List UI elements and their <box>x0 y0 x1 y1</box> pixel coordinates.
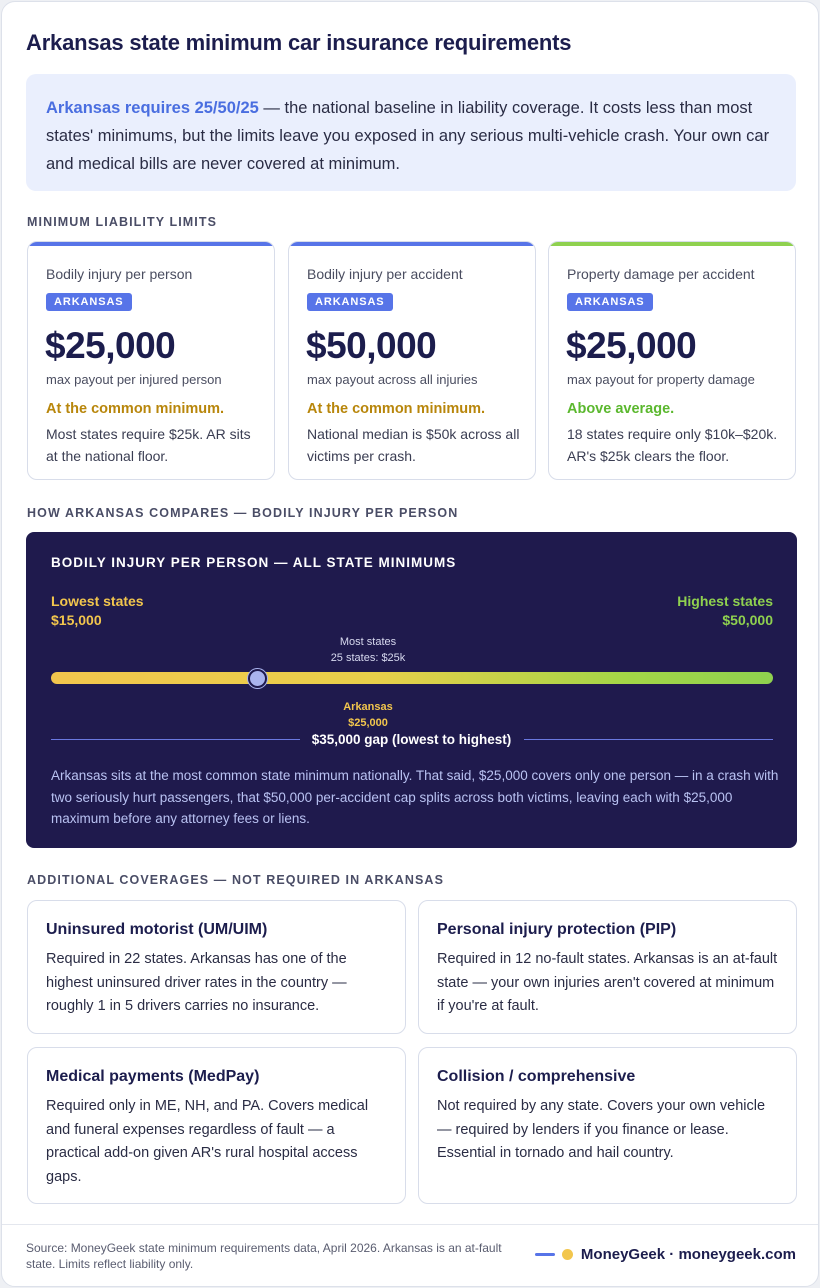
limit-card-property <box>548 241 796 480</box>
state-badge: ARKANSAS <box>307 293 393 311</box>
gap-text: $35,000 gap (lowest to highest) <box>304 732 520 747</box>
intro-highlight: Arkansas requires 25/50/25 <box>46 99 259 117</box>
most-states-annotation <box>288 634 448 666</box>
most-states-label: Most states <box>339 636 397 648</box>
most-states-detail: 25 states: $25k <box>330 652 406 664</box>
arkansas-label: Arkansas <box>343 701 393 713</box>
state-badge: ARKANSAS <box>567 293 653 311</box>
brand-dot-icon <box>562 1249 573 1260</box>
brand-dash-icon <box>535 1253 555 1256</box>
card-amount: $25,000 <box>45 325 176 366</box>
card-note: 18 states require only $10k–$20k. AR's $25k clears the floor. <box>567 426 778 464</box>
coverage-body: Not required by any state. Covers your own vehicle — required by lenders if you finance or lease. Essential in tornado and hail country. <box>437 1098 766 1161</box>
comparison-heading: BODILY INJURY PER PERSON — ALL STATE MINIMUMS <box>51 555 457 570</box>
section-label-limits: MINIMUM LIABILITY LIMITS <box>27 215 218 229</box>
intro-text: — the national baseline in liability coverage. It costs less than most states' minimums, but the limits leave you exposed in any serious multi-vehicle crash. Your own car and medical bills are never covered at minimum. <box>46 99 770 173</box>
lowest-value: $15,000 <box>51 612 102 628</box>
card-amount: $50,000 <box>306 325 437 366</box>
highest-value: $50,000 <box>722 612 773 628</box>
page-title: Arkansas state minimum car insurance requirements <box>26 30 572 55</box>
arkansas-marker <box>248 669 267 688</box>
coverage-card-collision <box>418 1047 797 1204</box>
comparison-body: Arkansas sits at the most common state minimum nationally. That said, $25,000 covers only one person — in a crash with two seriously hurt passengers, that $50,000 per-accident cap splits across both victims, leaving each with $25,000 maximum before any attorney fees or liens. <box>51 768 779 826</box>
card-subtitle: max payout for property damage <box>567 372 755 387</box>
card-title: Bodily injury per person <box>46 266 193 282</box>
card-title: Bodily injury per accident <box>307 266 463 282</box>
coverage-title: Personal injury protection (PIP) <box>437 921 677 938</box>
card-subtitle: max payout per injured person <box>46 372 222 387</box>
comparison-panel <box>26 532 797 848</box>
coverage-card-pip <box>418 900 797 1034</box>
arkansas-annotation <box>318 699 418 731</box>
card-subtitle: max payout across all injuries <box>307 372 478 387</box>
limit-card-bodily-person <box>27 241 275 480</box>
lowest-label: Lowest states <box>51 593 144 609</box>
brand-link[interactable] <box>535 1246 796 1263</box>
card-note: National median is $50k across all victims per crash. <box>307 426 520 464</box>
source-note: Source: MoneyGeek state minimum requirements data, April 2026. Arkansas is an at-fault state. Limits reflect liability only. <box>26 1241 502 1271</box>
limit-card-bodily-accident <box>288 241 536 480</box>
gap-annotation <box>26 732 797 747</box>
section-label-additional: ADDITIONAL COVERAGES — NOT REQUIRED IN ARKANSAS <box>27 873 445 887</box>
state-badge: ARKANSAS <box>46 293 132 311</box>
coverage-card-um-uim <box>27 900 406 1034</box>
arkansas-value: $25,000 <box>348 717 388 729</box>
card-title: Property damage per accident <box>567 266 755 282</box>
card-verdict: Above average. <box>567 401 675 417</box>
coverage-body: Required in 22 states. Arkansas has one of the highest uninsured driver rates in the country — roughly 1 in 5 drivers carries no insurance. <box>46 951 347 1014</box>
range-track <box>51 672 773 684</box>
footer <box>2 1224 819 1287</box>
infographic-page <box>1 1 819 1287</box>
coverage-title: Collision / comprehensive <box>437 1068 636 1085</box>
coverage-body: Required in 12 no-fault states. Arkansas is an at-fault state — your own injuries aren't covered at minimum if you're at fault. <box>437 951 778 1014</box>
section-label-compare: HOW ARKANSAS COMPARES — BODILY INJURY PER PERSON <box>27 506 459 520</box>
card-verdict: At the common minimum. <box>307 401 486 417</box>
brand-text: MoneyGeek · moneygeek.com <box>580 1246 796 1263</box>
intro-callout <box>26 74 796 191</box>
card-verdict: At the common minimum. <box>46 401 225 417</box>
coverage-title: Medical payments (MedPay) <box>46 1068 260 1085</box>
coverage-title: Uninsured motorist (UM/UIM) <box>46 921 268 938</box>
card-amount: $25,000 <box>566 325 697 366</box>
coverage-body: Required only in ME, NH, and PA. Covers medical and funeral expenses regardless of fault — a practical add-on given AR's rural hospital access gaps. <box>46 1098 369 1185</box>
highest-label: Highest states <box>677 593 773 609</box>
coverage-card-medpay <box>27 1047 406 1204</box>
card-note: Most states require $25k. AR sits at the national floor. <box>46 426 251 464</box>
